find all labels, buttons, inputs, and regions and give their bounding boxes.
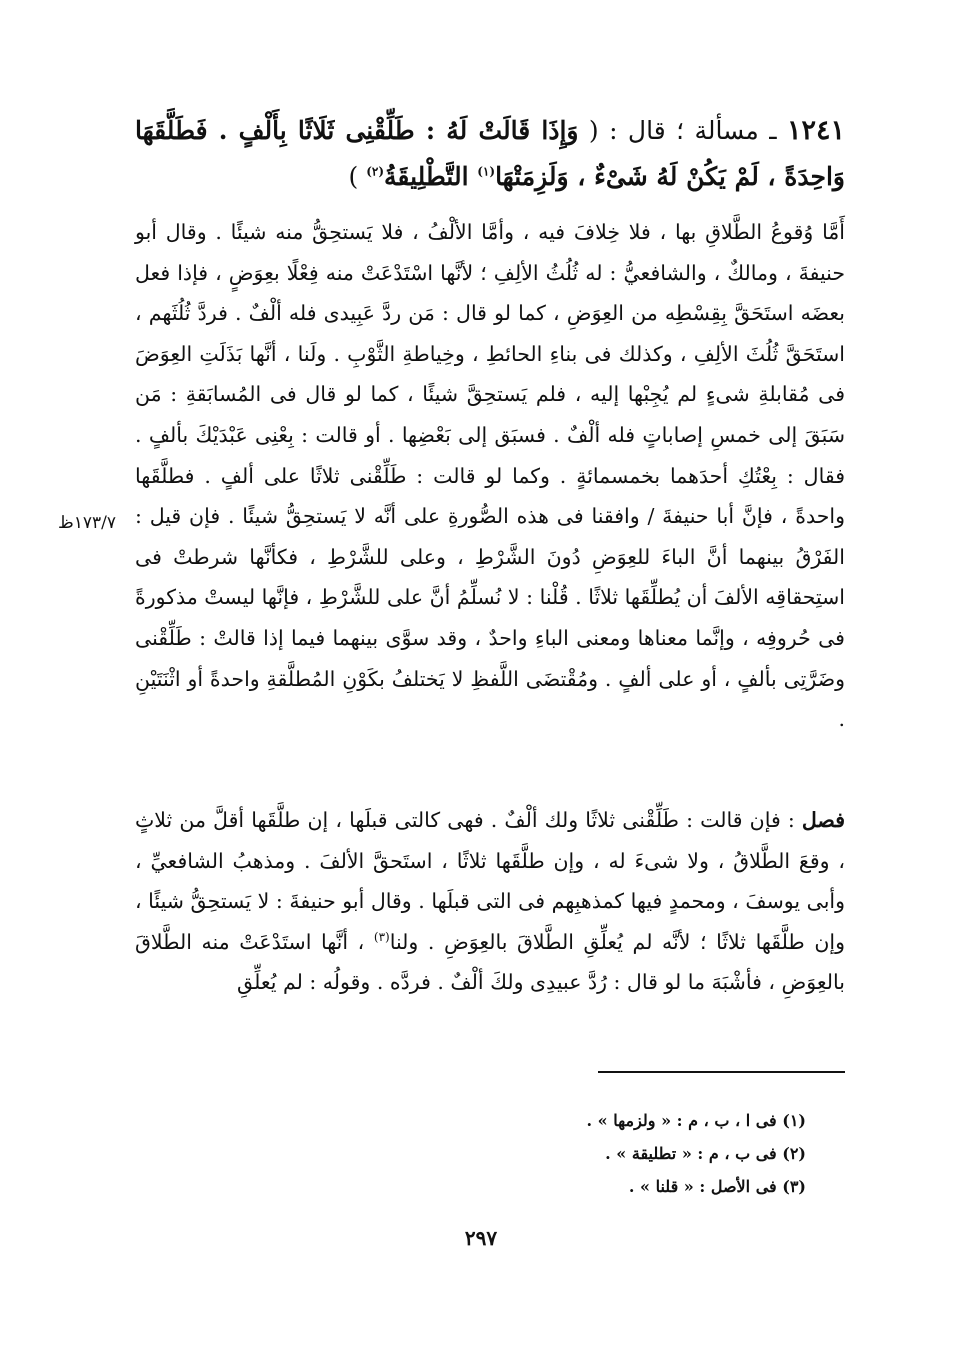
issue-text: وَإِذَا قَالَتْ لَهُ : طَلِّقْنِى ثَلَاثًا بِأَلْفٍ . فَطَلَّقَهَا وَاحِدَةً ، لَمْ يَكُنْ لَهُ شَىْءٌ ، وَلَزِمَتْهَا <box>135 116 845 191</box>
footnote-divider <box>598 1071 845 1073</box>
footnote-3: (٣) فى الأصل : « قلنا » . <box>628 1177 806 1196</box>
manuscript-folio-ref: ١٧٣/٧ظ <box>58 513 116 533</box>
issue-prefix: ـ مسألة ؛ قال : ( <box>578 116 787 145</box>
issue-number: ١٢٤١ <box>786 115 845 146</box>
footnote-ref-3: (٣) <box>373 929 390 944</box>
commentary-paragraph: أَمَّا وُقوعُ الطَّلاقِ بها ، فلا خِلافَ فيه ، وأمَّا الألْفُ ، فلا يَستحِقُّ منه شيئًا . وقال أبو حنيفةَ ، ومالكٌ ، والشافعيُّ : له ثُلُثُ الألِفِ ؛ لأنَّها اسْتَدْعَتْ منه فِعْلًا بعِوَضٍ ، فإذا فعل بعضَه استَحَقَّ بِقِسْطِه من العِوَضِ ، كما لو قال : مَن ردَّ عَبِيدى فله ألْفٌ . فردَّ ثُلُثَهم ، استَحَقَّ ثُلُثَ الألِفِ ، وكذلك فى بناءِ الحائطِ ، وخِياطةِ الثَّوْبِ . ولَنا ، أنَّها بَذَلَتِ العِوَضَ فى مُقابلةِ شىءٍ لم يُجِبْها إليه ، فلم يَستحِقَّ شيئًا ، كما لو قال فى المُسابَقةِ : مَن سَبَقَ إلى خمسِ إصاباتٍ فله ألْفٌ . فسبَق إلى بَعْضِها . أو قالت : بِعْنِى عَبْدَيْكَ بألفٍ . فقال : بِعْتُكِ أحدَهما بخمسمائةٍ . وكما لو قالت : طَلِّقْنى ثلاثًا على ألفٍ . فطلَّقَها واحدةً ، فإنَّ أبا حنيفةَ / وافقنا فى هذه الصُّورةِ على أنَّه لا يَستحِقُّ شيئًا . فإن قيل : الفَرْقُ بينهما أنَّ الباءَ للعِوَضِ دُونَ الشَّرْطِ ، وعلى للشَّرْطِ ، فكأنَّها شرطتْ فى استِحقاقِه الألفَ أن يُطلِّقَها ثلاثًا . قُلْنا : لا نُسلِّمُ أنَّ على للشَّرْطِ ، فإنَّها ليستْ مذكورةً فى حُروفِه ، وإنَّما معناها ومعنى الباءِ واحدٌ ، وقد سوَّى بينهما فيما إذا قالتْ : طَلِّقْنى وضَرَّتِى بألفٍ ، أو على ألفٍ . ومُقْتضَى اللَّفظِ لا يَختلفُ بكَوْنِ المُطلَّقةِ واحدةً أو اثْنَتَيْنِ . <box>135 220 845 732</box>
section-lead-word: فصل <box>801 808 845 832</box>
section-text-continued: ، أنَّها استَدْعَتْ منه الطَّلاقَ بالعِوَضِ ، فأشْبَهَ ما لو قال : رُدَّ عبيدِى ولكَ ألْفٌ . فردَّه . وقولُه : لم يُعلِّقِ <box>135 929 845 995</box>
issue-suffix: ) <box>348 162 367 191</box>
page-number: ٢٩٧ <box>464 1226 498 1250</box>
footnote-ref-1: (١) <box>477 164 496 179</box>
issue-text-continued: التَّطْلِيقَةُ <box>384 162 478 191</box>
issue-heading <box>135 108 845 200</box>
footnotes <box>460 1104 806 1203</box>
footnote-ref-2: (٢) <box>366 164 385 179</box>
section-paragraph <box>135 800 845 1003</box>
footnote-2: (٢) فى ب ، م : « تطليقة » . <box>605 1144 806 1163</box>
footnote-1: (١) فى ا ، ب ، م : « ولزمها » . <box>586 1111 806 1130</box>
section-text: : فإن قالت : طَلِّقْنى ثلاثًا ولك ألْفٌ . فهى كالتى قبلَها ، إن طلَّقَها أقلَّ من ثلاثٍ ، وقعَ الطَّلاقُ ، ولا شىءَ له ، وإن طلَّقَها ثلاثًا ، استَحقَّ الألفَ . ومذهبُ الشافعيِّ ، وأبى يوسفَ ، ومحمدٍ فيها كمذهبِهم فى التى قبلَها . وقال أبو حنيفةَ : لا يَستحِقُّ شيئًا ، وإن طلَّقَها ثلاثًا ؛ لأنَّه لم يُعلِّقِ الطَّلاقَ بالعِوَضِ . ولنا <box>135 808 845 954</box>
